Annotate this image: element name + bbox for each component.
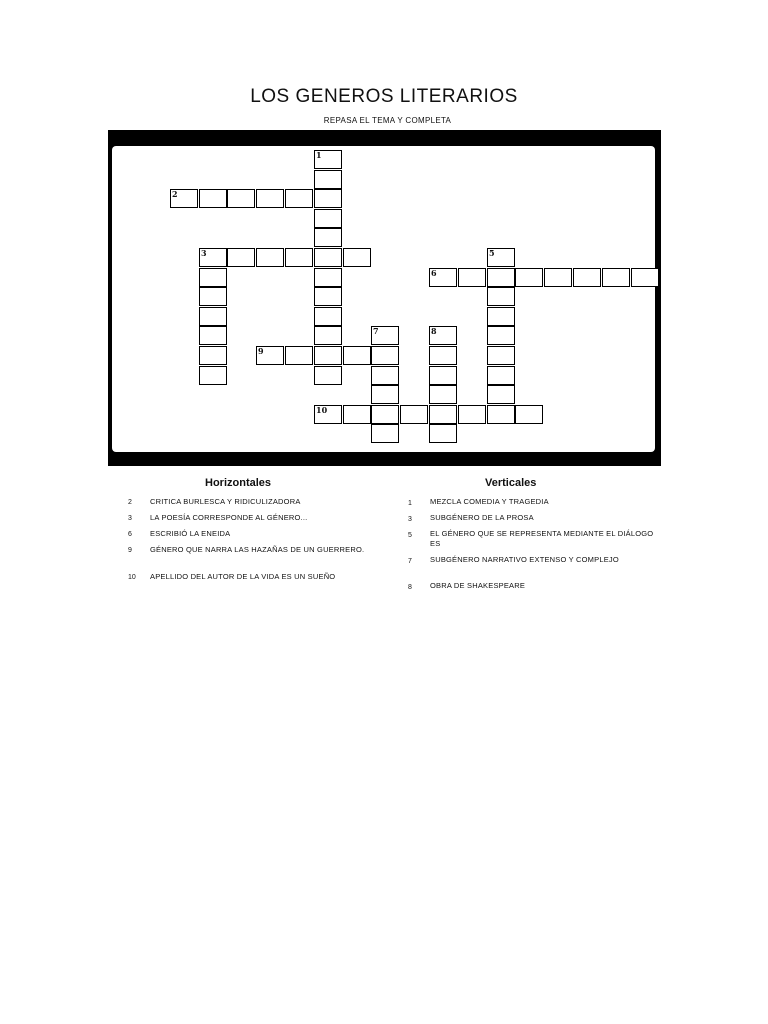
cell-number: 3 <box>201 248 207 258</box>
horizontal-heading: Horizontales <box>205 477 272 489</box>
crossword-cell[interactable] <box>199 248 227 267</box>
clue-number: 2 <box>128 499 132 506</box>
clue-number: 8 <box>408 584 412 591</box>
crossword-cell[interactable] <box>314 189 342 208</box>
crossword-cell[interactable] <box>256 346 284 365</box>
clue-number: 10 <box>128 574 136 581</box>
crossword-cell[interactable] <box>314 170 342 189</box>
crossword-cell[interactable] <box>487 385 515 404</box>
cell-number: 7 <box>373 326 379 336</box>
crossword-cell[interactable] <box>515 268 543 287</box>
crossword-cell[interactable] <box>343 248 371 267</box>
crossword-cell[interactable] <box>487 287 515 306</box>
cell-number: 2 <box>172 189 178 199</box>
clue-number: 3 <box>408 516 412 523</box>
clue-text: MEZCLA COMEDIA Y TRAGEDIA <box>430 497 549 506</box>
clue-text: CRITICA BURLESCA Y RIDICULIZADORA <box>150 497 301 506</box>
crossword-cell[interactable] <box>285 346 313 365</box>
clue-text: LA POESÍA CORRESPONDE AL GÉNERO... <box>150 513 308 522</box>
crossword-cell[interactable] <box>199 189 227 208</box>
clue-number: 3 <box>128 515 132 522</box>
cell-number: 5 <box>489 248 495 258</box>
cell-number: 1 <box>316 150 322 160</box>
crossword-cell[interactable] <box>487 346 515 365</box>
crossword-cell[interactable] <box>314 209 342 228</box>
clue-number: 9 <box>128 547 132 554</box>
crossword-cell[interactable] <box>573 268 601 287</box>
crossword-cell[interactable] <box>285 248 313 267</box>
crossword-cell[interactable] <box>199 366 227 385</box>
clue-number: 7 <box>408 558 412 565</box>
crossword-cell[interactable] <box>314 268 342 287</box>
crossword-cell[interactable] <box>170 189 198 208</box>
clue-text: SUBGÉNERO NARRATIVO EXTENSO Y COMPLEJO <box>430 555 619 564</box>
crossword-cell[interactable] <box>314 366 342 385</box>
cell-number: 10 <box>316 405 328 415</box>
crossword-cell[interactable] <box>429 424 457 443</box>
crossword-cell[interactable] <box>429 268 457 287</box>
crossword-cell[interactable] <box>371 385 399 404</box>
crossword-cell[interactable] <box>256 248 284 267</box>
vertical-heading: Verticales <box>485 477 537 489</box>
crossword-cell[interactable] <box>631 268 659 287</box>
crossword-cell[interactable] <box>487 307 515 326</box>
crossword-cell[interactable] <box>314 150 342 169</box>
clue-text: EL GÉNERO QUE SE REPRESENTA MEDIANTE EL DIÁLOGO ES <box>430 529 654 548</box>
crossword-cell[interactable] <box>314 326 342 345</box>
crossword-cell[interactable] <box>429 405 457 424</box>
crossword-cell[interactable] <box>400 405 428 424</box>
crossword-board <box>108 130 661 466</box>
crossword-cell[interactable] <box>429 326 457 345</box>
crossword-cell[interactable] <box>458 268 486 287</box>
clue-text: APELLIDO DEL AUTOR DE LA VIDA ES UN SUEÑO <box>150 572 336 581</box>
crossword-cell[interactable] <box>487 268 515 287</box>
crossword-cell[interactable] <box>429 346 457 365</box>
crossword-cell[interactable] <box>371 346 399 365</box>
crossword-cell[interactable] <box>515 405 543 424</box>
crossword-cell[interactable] <box>487 405 515 424</box>
crossword-cell[interactable] <box>199 268 227 287</box>
clue-text: SUBGÉNERO DE LA PROSA <box>430 513 534 522</box>
clue-number: 1 <box>408 500 412 507</box>
page-subtitle: REPASA EL TEMA Y COMPLETA <box>323 116 452 125</box>
page-title: LOS GENEROS LITERARIOS <box>250 86 518 107</box>
crossword-cell[interactable] <box>544 268 572 287</box>
clue-number: 6 <box>128 531 132 538</box>
crossword-cell[interactable] <box>487 248 515 267</box>
crossword-cell[interactable] <box>343 346 371 365</box>
crossword-cell[interactable] <box>487 326 515 345</box>
crossword-cell[interactable] <box>314 307 342 326</box>
crossword-cell[interactable] <box>343 405 371 424</box>
crossword-cell[interactable] <box>371 405 399 424</box>
crossword-cell[interactable] <box>314 287 342 306</box>
cell-number: 6 <box>431 268 437 278</box>
cell-number: 9 <box>258 346 264 356</box>
clue-number: 5 <box>408 532 412 539</box>
crossword-cell[interactable] <box>602 268 630 287</box>
crossword-cell[interactable] <box>285 189 313 208</box>
crossword-cell[interactable] <box>256 189 284 208</box>
crossword-cell[interactable] <box>487 366 515 385</box>
crossword-cell[interactable] <box>199 326 227 345</box>
crossword-cell[interactable] <box>314 346 342 365</box>
crossword-cell[interactable] <box>371 424 399 443</box>
crossword-cell[interactable] <box>314 228 342 247</box>
crossword-grid <box>112 146 655 452</box>
clue-text: GÉNERO QUE NARRA LAS HAZAÑAS DE UN GUERRERO. <box>150 545 365 554</box>
crossword-cell[interactable] <box>371 366 399 385</box>
clue-text: OBRA DE SHAKESPEARE <box>430 581 526 590</box>
crossword-cell[interactable] <box>371 326 399 345</box>
crossword-cell[interactable] <box>199 307 227 326</box>
crossword-cell[interactable] <box>227 189 255 208</box>
crossword-cell[interactable] <box>458 405 486 424</box>
crossword-cell[interactable] <box>199 346 227 365</box>
clue-text: ESCRIBIÓ LA ENEIDA <box>150 529 231 538</box>
crossword-cell[interactable] <box>199 287 227 306</box>
crossword-cell[interactable] <box>429 385 457 404</box>
cell-number: 8 <box>431 326 437 336</box>
crossword-cell[interactable] <box>429 366 457 385</box>
crossword-cell[interactable] <box>314 248 342 267</box>
crossword-cell[interactable] <box>314 405 342 424</box>
crossword-cell[interactable] <box>227 248 255 267</box>
